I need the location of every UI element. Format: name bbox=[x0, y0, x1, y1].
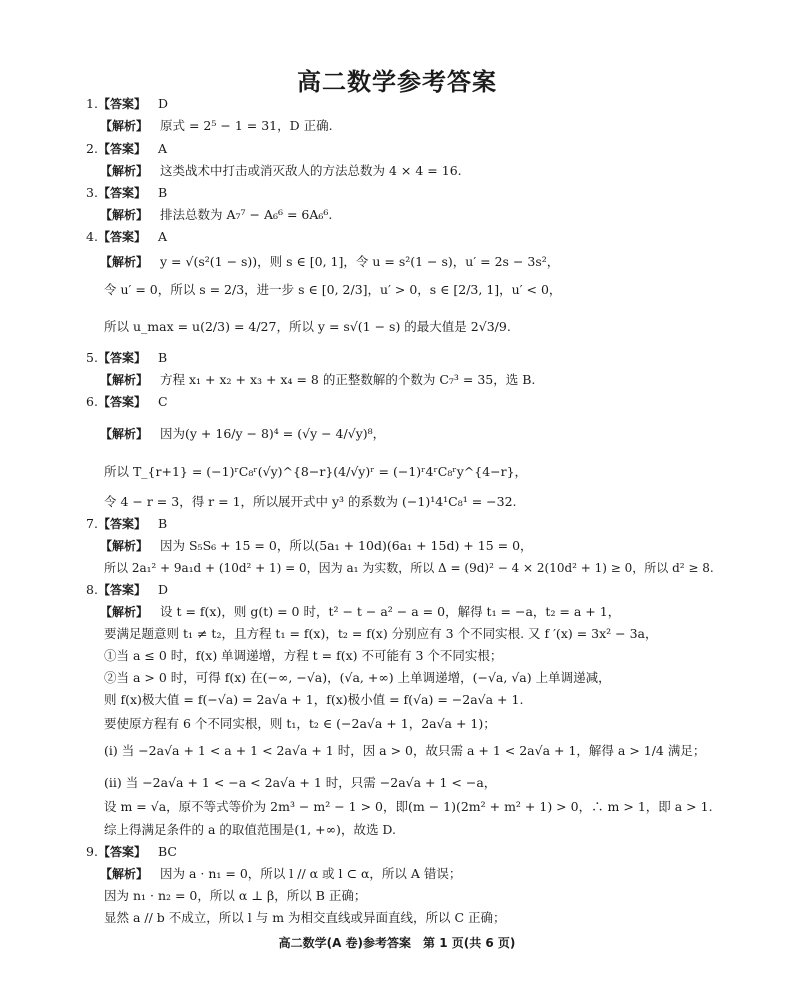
answer-tag: 【答案】 bbox=[97, 351, 146, 365]
question-number: 4. bbox=[86, 229, 98, 244]
q8-line: (i) 当 −2a√a + 1 < a + 1 < 2a√a + 1 时，因 a > 0，故只需 a + 1 < 2a√a + 1，解得 a > 1/4 满足； bbox=[104, 743, 706, 758]
analysis-tag: 【解析】 bbox=[100, 867, 149, 881]
answer-tag: 【答案】 bbox=[97, 845, 146, 859]
q8-line: ①当 a ≤ 0 时，f(x) 单调递增，方程 t = f(x) 不可能有 3 个不同实根； bbox=[104, 648, 503, 663]
answer-value: C bbox=[157, 394, 168, 409]
answer-tag: 【答案】 bbox=[97, 517, 146, 531]
q4-line-3: 所以 u_max = u(2/3) = 4/27，所以 y = s√(1 − s) 的最大值是 2√3/9. bbox=[104, 319, 511, 334]
q5-answer-line bbox=[86, 352, 167, 365]
q3-analysis-line bbox=[100, 209, 332, 222]
answer-value: A bbox=[157, 141, 167, 156]
analysis-tag: 【解析】 bbox=[100, 605, 149, 619]
analysis-text: 因为 S₅S₆ + 15 = 0，所以(5a₁ + 10d)(6a₁ + 15d) + 15 = 0， bbox=[160, 538, 533, 553]
question-number: 5. bbox=[86, 350, 98, 365]
analysis-text: 方程 x₁ + x₂ + x₃ + x₄ = 8 的正整数解的个数为 C₇³ = 35，选 B. bbox=[160, 372, 536, 387]
analysis-text: 排法总数为 A₇⁷ − A₆⁶ = 6A₆⁶. bbox=[160, 207, 333, 222]
q4-line-2: 令 u′ = 0，所以 s = 2/3，进一步 s ∈ [0, 2/3]，u′ > 0，s ∈ [2/3, 1]，u′ < 0， bbox=[104, 282, 562, 297]
analysis-text: 因为 a · n₁ = 0，所以 l // α 或 l ⊂ α，所以 A 错误； bbox=[160, 866, 462, 881]
analysis-text: 这类战术中打击或消灭敌人的方法总数为 4 × 4 = 16. bbox=[160, 163, 462, 178]
question-number: 6. bbox=[86, 394, 98, 409]
q2-analysis-line bbox=[100, 165, 462, 178]
q8-line: ②当 a > 0 时，可得 f(x) 在(−∞, −√a)，(√a, +∞) 上单调递增，(−√a, √a) 上单调递减， bbox=[104, 670, 611, 685]
answer-value: D bbox=[157, 96, 168, 111]
q3-answer-line bbox=[86, 187, 167, 200]
q9-answer-line bbox=[86, 846, 177, 859]
q1-analysis-line bbox=[100, 120, 333, 133]
q4-analysis-line bbox=[100, 256, 559, 269]
q8-analysis-line bbox=[100, 606, 620, 619]
analysis-tag: 【解析】 bbox=[100, 373, 149, 387]
q8-line: 设 m = √a，原不等式等价为 2m³ − m² − 1 > 0，即(m − 1)(2m² + m² + 1) > 0，∴ m > 1，即 a > 1. bbox=[104, 799, 713, 814]
answer-tag: 【答案】 bbox=[97, 97, 146, 111]
answer-tag: 【答案】 bbox=[97, 186, 146, 200]
q4-answer-line bbox=[86, 231, 167, 244]
question-number: 3. bbox=[86, 185, 98, 200]
page-title: 高二数学参考答案 bbox=[297, 68, 497, 96]
q8-answer-line bbox=[86, 584, 168, 597]
analysis-tag: 【解析】 bbox=[100, 255, 149, 269]
answer-value: B bbox=[157, 185, 168, 200]
answer-value: B bbox=[157, 516, 168, 531]
answer-value: BC bbox=[157, 844, 177, 859]
answer-tag: 【答案】 bbox=[97, 142, 146, 156]
answer-value: B bbox=[157, 350, 168, 365]
question-number: 9. bbox=[86, 844, 98, 859]
q7-analysis-line bbox=[100, 540, 533, 553]
analysis-tag: 【解析】 bbox=[100, 119, 149, 133]
q1-answer-line bbox=[86, 98, 168, 111]
q6-line-3: 令 4 − r = 3，得 r = 1，所以展开式中 y³ 的系数为 (−1)¹4¹C₈¹ = −32. bbox=[104, 494, 517, 509]
q8-line: 要使原方程有 6 个不同实根，则 t₁，t₂ ∈ (−2a√a + 1，2a√a + 1)； bbox=[104, 716, 496, 731]
page-footer: 高二数学(A 卷)参考答案 第 1 页(共 6 页) bbox=[278, 936, 516, 950]
analysis-text: 设 t = f(x)，则 g(t) = 0 时，t² − t − a² − a = 0，解得 t₁ = −a，t₂ = a + 1， bbox=[160, 604, 621, 619]
answer-tag: 【答案】 bbox=[97, 583, 146, 597]
analysis-tag: 【解析】 bbox=[100, 208, 149, 222]
analysis-text: y = √(s²(1 − s))，则 s ∈ [0, 1]，令 u = s²(1 − s)，u′ = 2s − 3s²， bbox=[160, 254, 560, 269]
q6-line-2: 所以 T_{r+1} = (−1)ʳC₈ʳ(√y)^{8−r}(4/√y)ʳ = (−1)ʳ4ʳC₈ʳy^{4−r}， bbox=[104, 464, 528, 479]
q9-line: 因为 n₁ · n₂ = 0，所以 α ⊥ β，所以 B 正确； bbox=[104, 888, 367, 903]
q6-answer-line bbox=[86, 396, 168, 409]
answer-value: A bbox=[157, 229, 167, 244]
q9-analysis-line bbox=[100, 868, 461, 881]
q8-line: 要满足题意则 t₁ ≠ t₂，且方程 t₁ = f(x)，t₂ = f(x) 分别应有 3 个不同实根. 又 f ′(x) = 3x² − 3a， bbox=[104, 626, 658, 641]
question-number: 8. bbox=[86, 582, 98, 597]
question-number: 2. bbox=[86, 141, 98, 156]
analysis-tag: 【解析】 bbox=[100, 539, 149, 553]
analysis-text: 原式 = 2⁵ − 1 = 31，D 正确. bbox=[160, 118, 333, 133]
answer-value: D bbox=[157, 582, 168, 597]
q6-analysis-line bbox=[100, 428, 385, 441]
answer-tag: 【答案】 bbox=[97, 230, 146, 244]
analysis-text: 因为(y + 16/y − 8)⁴ = (√y − 4/√y)⁸， bbox=[160, 426, 386, 441]
q8-line: 综上得满足条件的 a 的取值范围是(1, +∞)，故选 D. bbox=[104, 822, 396, 837]
q7-line-2: 所以 2a₁² + 9a₁d + (10d² + 1) = 0，因为 a₁ 为实数，所以 Δ = (9d)² − 4 × 2(10d² + 1) ≥ 0，所以 d² ≥ 8. bbox=[104, 561, 714, 575]
question-number: 7. bbox=[86, 516, 98, 531]
answer-tag: 【答案】 bbox=[97, 395, 146, 409]
q2-answer-line bbox=[86, 143, 167, 156]
q8-line: 则 f(x)极大值 = f(−√a) = 2a√a + 1，f(x)极小值 = f(√a) = −2a√a + 1. bbox=[104, 692, 524, 707]
q8-line: (ii) 当 −2a√a + 1 < −a < 2a√a + 1 时，只需 −2a√a + 1 < −a， bbox=[104, 775, 497, 790]
analysis-tag: 【解析】 bbox=[100, 427, 149, 441]
question-number: 1. bbox=[86, 96, 98, 111]
q9-line: 显然 a // b 不成立，所以 l 与 m 为相交直线或异面直线，所以 C 正确； bbox=[104, 910, 506, 925]
q5-analysis-line bbox=[100, 374, 535, 387]
analysis-tag: 【解析】 bbox=[100, 164, 149, 178]
q7-answer-line bbox=[86, 518, 167, 531]
